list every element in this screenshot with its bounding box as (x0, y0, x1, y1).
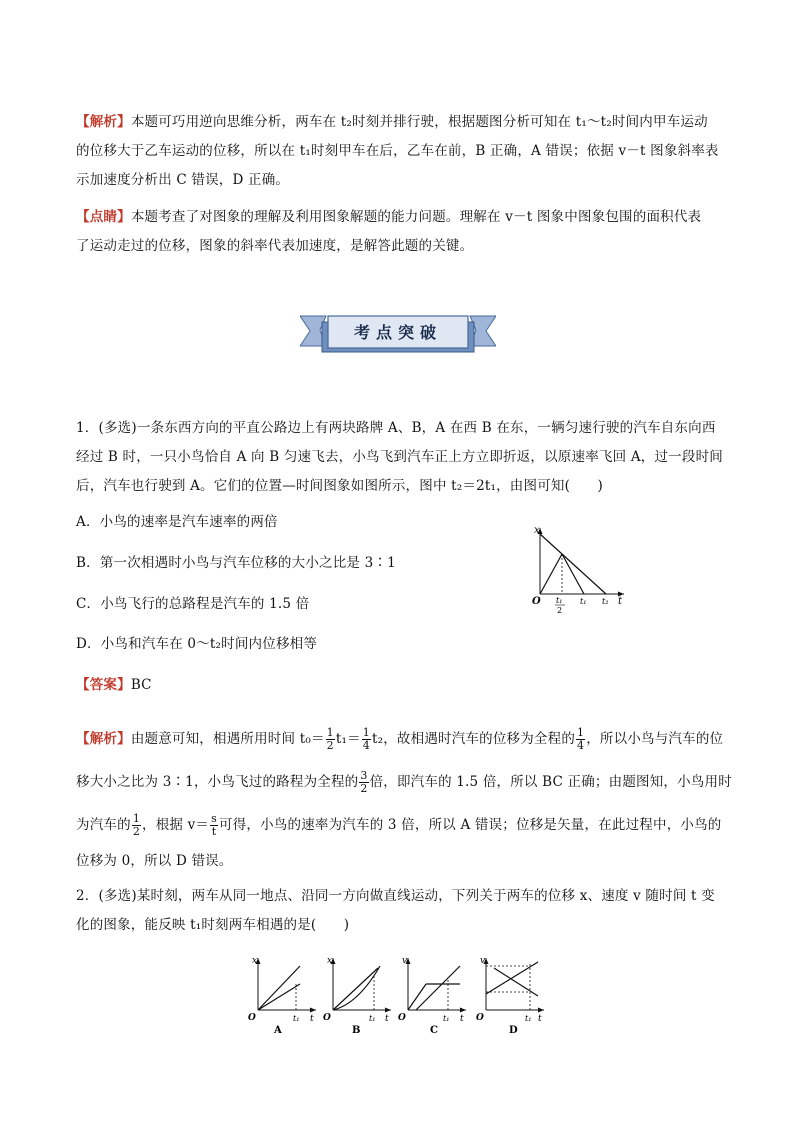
analysis2-text: 移大小之比为 3∶1，小鸟飞过的路程为全程的 (76, 774, 359, 790)
q2-b-tick: t₁ (369, 1014, 376, 1023)
q2-c-label: C (430, 1025, 438, 1036)
q2-d-origin: O (476, 1013, 484, 1023)
q1-position-time-graph (528, 524, 628, 614)
q2-graph-b (323, 956, 391, 1036)
q2-a-origin: O (248, 1013, 256, 1023)
q2-graph-d (476, 956, 544, 1036)
q2-c-axis-y: v (402, 956, 408, 966)
analysis2-tag: 【解析】 (76, 731, 131, 747)
fraction-num: 1 (362, 726, 370, 739)
answer-tag: 【答案】 (76, 677, 131, 693)
answer-1 (76, 671, 722, 700)
banner-title: 考点突破 (353, 323, 443, 342)
q1-option-d: D．小鸟和汽车在 0～t₂时间内位移相等 (76, 636, 318, 652)
fraction (359, 770, 368, 795)
analysis2-text: 由题意可知，相遇所用时间 t₀＝ (130, 731, 325, 747)
question-1 (76, 414, 722, 501)
q1-axis-x-label: t (618, 596, 623, 607)
q1-axis-y-label: x (534, 525, 540, 536)
analysis2-text: t₂，故相遇时汽车的位移为全程的 (371, 731, 576, 747)
fraction (326, 727, 335, 752)
analysis2-text: 位移为 0，所以 D 错误。 (76, 853, 233, 869)
fraction (576, 727, 585, 752)
q2-b-axis-y: x (327, 956, 333, 966)
q1-tick-t2: t₂ (602, 597, 609, 606)
q1-text-3: 后，汽车也行驶到 A。它们的位置—时间图象如图所示，图中 t₂＝2t₁，由图可知( ) (76, 478, 603, 494)
q2-graph-a (248, 956, 316, 1036)
q2-b-label: B (352, 1025, 361, 1036)
q2-c-axis-x: t (460, 1014, 464, 1024)
analysis2-text: 为汽车的 (76, 817, 131, 833)
fraction (362, 727, 371, 752)
q2-text-1: 2．(多选)某时刻，两车从同一地点、沿同一方向做直线运动，下列关于两车的位移 x、速度 v 随时间 t 变 (76, 888, 715, 904)
q2-c-origin: O (398, 1013, 406, 1023)
q1-option-b: B．第一次相遇时小鸟与汽车位移的大小之比是 3∶1 (76, 555, 396, 571)
highlight-text-2: 了运动走过的位移，图象的斜率代表加速度，是解答此题的关键。 (76, 238, 474, 254)
analysis-tag: 【解析】 (76, 114, 131, 130)
analysis2-text: ，所以小鸟与汽车的位 (586, 731, 724, 747)
q1-text-2: 经过 B 时，一只小鸟恰自 A 向 B 匀速飞去，小鸟飞到汽车正上方立即折返，以原速率飞回 A，过一段时间 (76, 449, 723, 465)
fraction-den: 4 (362, 739, 370, 752)
analysis-2-paragraph (76, 718, 732, 876)
q2-a-tick: t₁ (293, 1014, 300, 1023)
analysis-text-1: 本题可巧用逆向思维分析，两车在 t₂时刻并排行驶，根据题图分析可知在 t₁～t₂时间内甲车运动 (130, 114, 708, 130)
analysis-paragraph (76, 108, 722, 195)
q2-b-axis-x: t (385, 1014, 389, 1024)
fraction-num: 1 (577, 726, 585, 739)
section-banner (300, 312, 496, 356)
q1-tick-half-den: 2 (557, 606, 563, 614)
q2-d-label: D (509, 1025, 518, 1036)
q2-c-tick: t₁ (443, 1014, 450, 1023)
q1-origin-label: O (532, 596, 541, 607)
q2-a-axis-x: t (310, 1014, 314, 1024)
q1-option-c: C．小鸟飞行的总路程是汽车的 1.5 倍 (76, 596, 310, 612)
fraction-den: 2 (132, 825, 141, 838)
analysis-text-3: 示加速度分析出 C 错误，D 正确。 (76, 172, 290, 188)
q2-d-axis-x: t (538, 1014, 542, 1024)
q2-a-axis-y: x (252, 956, 258, 966)
q2-text-2: 化的图象，能反映 t₁时刻两车相遇的是( ) (76, 917, 350, 933)
fraction-num: 1 (132, 812, 141, 825)
q2-b-origin: O (323, 1013, 331, 1023)
question-2 (76, 882, 722, 940)
analysis2-text: t₁＝ (335, 731, 361, 747)
highlight-paragraph (76, 203, 722, 261)
q1-option-a: A．小鸟的速率是汽车速率的两倍 (76, 514, 278, 530)
fraction-den: 4 (577, 739, 585, 752)
highlight-text-1: 本题考查了对图象的理解及利用图象解题的能力问题。理解在 v－t 图象中图象包围的面积代表 (130, 209, 702, 225)
q1-tick-half-num: t₁ (556, 596, 563, 605)
analysis2-text: 可得，小鸟的速率为汽车的 3 倍，所以 A 错误；位移是矢量，在此过程中，小鸟的 (219, 817, 722, 833)
q2-a-label: A (274, 1025, 282, 1036)
q2-graph-c (398, 956, 466, 1036)
answer-text: BC (130, 677, 152, 693)
q2-d-tick: t₁ (525, 1014, 532, 1023)
fraction-num: 3 (360, 769, 368, 782)
fraction (210, 813, 218, 838)
fraction-num: s (211, 812, 217, 825)
q2-graphs (238, 954, 558, 1036)
fraction (132, 813, 141, 838)
fraction-den: t (211, 825, 217, 838)
fraction-den: 2 (326, 739, 334, 752)
analysis2-text: 倍，即汽车的 1.5 倍，所以 BC 正确；由题图知，小鸟用时 (369, 774, 732, 790)
fraction-num: 1 (326, 726, 334, 739)
q1-tick-t1: t₁ (580, 597, 587, 606)
fraction-den: 2 (360, 782, 368, 795)
q2-d-axis-y: v (480, 956, 486, 966)
analysis2-text: ，根据 v＝ (142, 817, 210, 833)
q1-text-1: 1．(多选)一条东西方向的平直公路边上有两块路牌 A、B，A 在西 B 在东，一辆匀速行驶的汽车自东向西 (76, 420, 716, 436)
highlight-tag: 【点睛】 (76, 209, 131, 225)
analysis-text-2: 的位移大于乙车运动的位移，所以在 t₁时刻甲车在后，乙车在前，B 正确，A 错误；依据 v－t 图象斜率表 (76, 143, 719, 159)
